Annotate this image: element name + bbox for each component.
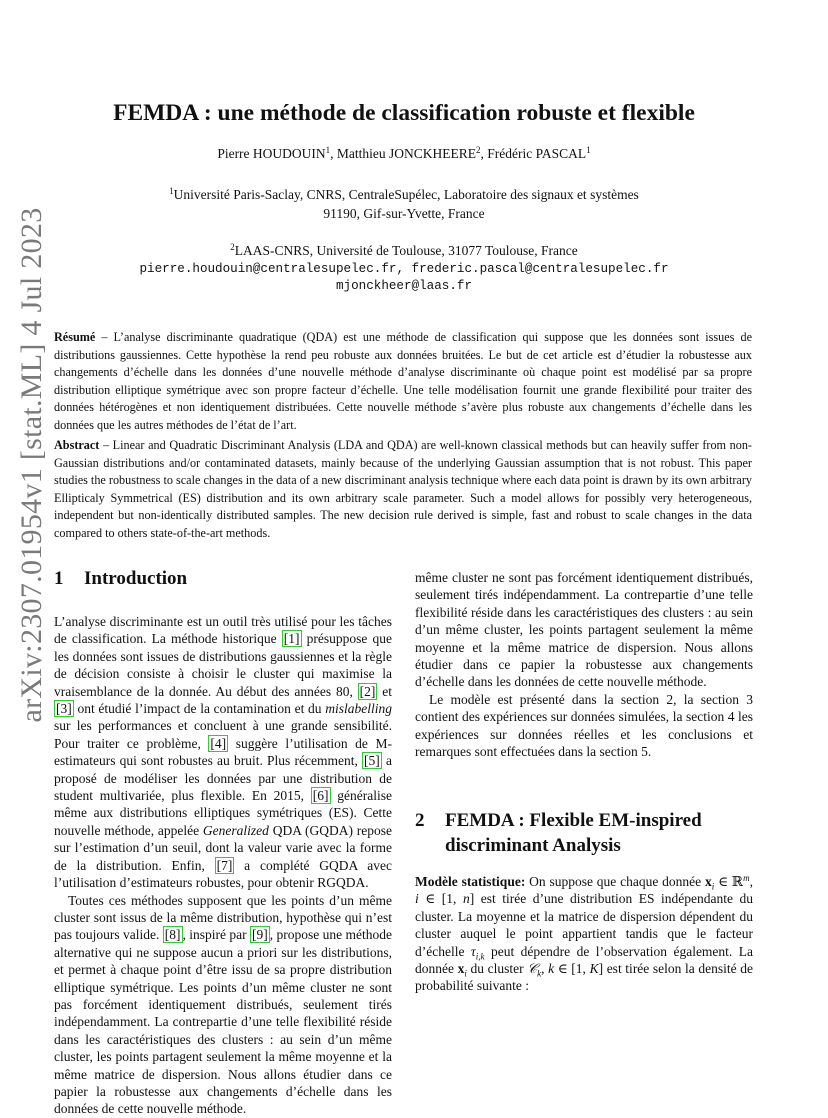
text-run: a proposé de modéliser les données par une distribution de student multivariée, plus flexible. En 2015, (54, 753, 392, 804)
arxiv-side-stamp (2, 207, 62, 723)
text-run: sur les performances et concluent à une grande sensibilité. Pour traiter ce problème, (54, 718, 392, 751)
text-run: a complété GQDA avec l’utilisation d’estimateurs robustes, pour obtenir RGQDA. (54, 857, 392, 891)
citation-link[interactable]: [8] (164, 927, 181, 943)
math-symbol: x (457, 961, 465, 977)
affiliation-1 (0, 185, 808, 223)
abstract-block (54, 437, 752, 543)
section-heading-femda (415, 808, 755, 858)
emphasis: Generalized (202, 822, 269, 838)
email-line[interactable]: pierre.houdouin@centralesupelec.fr, frederic.pascal@centralesupelec.fr (139, 262, 669, 276)
affil-mark: 2 (230, 242, 235, 252)
affil-mark: 1 (169, 186, 174, 196)
section-number: 1 (54, 568, 64, 589)
text-run: généralise même aux distributions elliptiques symétriques (ES). Cette nouvelle méthode, appelée (54, 788, 392, 838)
text-run: et (377, 683, 392, 699)
author-list: Pierre HOUDOUIN$^1$, Matthieu JONCKHEERE$^2$, Frédéric PASCAL$^1$ (217, 145, 591, 161)
affiliation-2 (0, 241, 808, 260)
math-symbol: K (589, 961, 599, 977)
text-run: , propose une méthode alternative qui ne suppose aucun a priori sur les distributions, et permet à chaque point d’être issu de sa propre distribution elliptique symétrique. Les points d’un même cluster ne sont pas forcément identiquement distribués, seulement tirés indépendamment. La contrepartie d’une telle flexibilité réside dans les caractéristiques des clusters : au sein d’un même cluster, les points partagent seulement la même moyenne et la même matrice de dispersion. Nous allons étudier dans ce papier la robustesse aux changements d’échelle dans les données de cette nouvelle méthode. (54, 927, 393, 1117)
citation-link[interactable]: [2] (359, 683, 376, 699)
abstract-text: – Linear and Quadratic Discriminant Analysis (LDA and QDA) are well-known classical methods but can heavily suffer from non-Gaussian distributions and/or contaminated datasets, mainly because of the underlying Gaussian assumption that is not robust. This paper studies the robustness to scale changes in the data of a new discriminant analysis technique where each data point is drawn by its own arbitrary Ellipticaly Symmetrical (ES) distribution and its own arbitrary scale parameter. Such a model allows for possibly very heterogeneous, independent but non-identically distributed samples. The new decision rule derived is simple, fast and robust to scale changes in the data compared to others state-of-the-art methods. (54, 438, 752, 540)
section-title: discriminant Analysis (445, 835, 621, 856)
affil-line: 91190, Gif-sur-Yvette, France (323, 206, 485, 221)
text-run: Toutes ces méthodes supposent que les points d’un même cluster sont issus de la même distribution, hypothèse qui n’est pas toujours valide. (54, 892, 392, 943)
math-symbol: k (548, 961, 555, 977)
text-run: ∈ ℝ (714, 874, 744, 889)
text-run: , (749, 874, 753, 889)
text-run: même cluster ne sont pas forcément identiquement distribués, seulement tirés indépendamment. La contrepartie d’une telle flexibilité réside dans les caractéristiques des clusters : au sein d’un même cluster, les points partagent seulement la même moyenne et la même matrice de dispersion. Nous allons étudier dans ce papier la robustesse aux changements d’échelle dans les données de cette nouvelle méthode. (415, 570, 753, 690)
paragraph (54, 613, 392, 892)
paragraph (54, 892, 393, 1117)
affil-line: Université Paris-Saclay, CNRS, CentraleSupélec, Laboratoire des signaux et systèmes (173, 187, 639, 202)
section-title: Introduction (84, 568, 188, 589)
text-run: du cluster (466, 961, 528, 977)
math-symbol: i (464, 968, 467, 979)
resume-text: – L’analyse discriminante quadratique (QDA) est une méthode de classification qui suppose que les données sont issues de distributions gaussiennes. Cette hypothèse la rend peu robuste aux données bruitées. Le but de cet article est d’étudier la robustesse aux changements d’échelle dans les données d’une nouvelle méthode d’analyse discriminante où chaque point est modélisé par sa propre distribution elliptique symétrique avec son propre facteur d’échelle. Une telle modélisation fournit une grande flexibilité pour traiter des données hétérogènes et non identiquement distribuées. Cette nouvelle méthode s’avère plus robuste aux changements d’échelle dans les données que les autres méthodes de l’état de l’art. (54, 330, 752, 432)
paper-title: FEMDA : une méthode de classification robuste et flexible (113, 100, 695, 126)
text-run: présuppose que les données sont issues de distributions gaussiennes et la règle de décision consiste à choisir le cluster qui maximise la vraisemblance de la donnée. Au début des années 80, (54, 631, 393, 699)
author-name: Pierre HOUDOUIN (217, 146, 326, 161)
citation-link[interactable]: [5] (364, 753, 380, 769)
text-run: , (541, 961, 549, 977)
paragraph (415, 569, 753, 691)
emphasis: mislabelling (325, 701, 392, 717)
section-number: 2 (415, 810, 425, 831)
citation-link[interactable]: [3] (56, 701, 72, 717)
text-run: ∈ [1, (418, 891, 463, 907)
math-symbol: k (537, 968, 542, 979)
citation-link[interactable]: [9] (252, 927, 268, 943)
text-run: ] est tirée selon la densité de probabilité suivante : (415, 961, 753, 994)
text-run: ont étudié l’impact de la contamination et du (73, 701, 326, 717)
paragraph (415, 873, 753, 995)
author-emails (0, 261, 808, 295)
resume-block (54, 329, 752, 435)
math-symbol: i (415, 891, 419, 907)
text-run: ∈ [1, (554, 961, 590, 977)
column-left (54, 613, 393, 1117)
abstract-label: Abstract (54, 438, 100, 452)
section-heading-introduction (54, 566, 394, 591)
math-symbol: m (743, 873, 750, 883)
paragraph: Le modèle est présenté dans la section 2, la section 3 contient des expériences sur données simulées, la section 4 les expériences sur données réelles et les conclusions et remarques sont effectuées dans la section 5. (415, 691, 753, 760)
model-paragraph (415, 873, 753, 995)
text-run: On suppose que chaque donnée (525, 874, 705, 889)
affil-line: LAAS-CNRS, Université de Toulouse, 31077 Toulouse, France (234, 243, 578, 258)
column-right (415, 569, 753, 760)
author-name: Matthieu JONCKHEERE (336, 146, 477, 161)
run-in-heading: Modèle statistique: (415, 874, 526, 889)
text-run: QDA (GQDA) repose sur l’estimation d’un seuil, dont la valeur varie avec la forme de la distribution. Enfin, (54, 822, 392, 873)
citation-link[interactable]: [6] (312, 788, 329, 804)
author-affil-mark: 2 (476, 145, 481, 155)
resume-label: Résumé (54, 330, 96, 344)
section-title: FEMDA : Flexible EM-inspired (445, 810, 702, 831)
math-symbol: 𝒞 (527, 961, 538, 977)
text-run: , inspiré par (182, 927, 251, 943)
citation-link[interactable]: [1] (283, 631, 300, 647)
math-symbol: n (462, 891, 470, 907)
text-run: peut dépendre de l’observation également. La donnée (415, 943, 753, 977)
math-symbol: i,k (475, 951, 485, 962)
math-symbol: x (704, 874, 712, 889)
text-run: ] est tirée d’une distribution ES indépendante du cluster. La moyenne et la matrice de dispersion dépendent du cluster auquel le point appartient tandis que le facteur d’échelle (415, 891, 753, 959)
citation-link[interactable]: [4] (210, 735, 227, 751)
email-line[interactable]: mjonckheer@laas.fr (335, 279, 473, 293)
arxiv-identifier: arXiv:2307.01954v1 [stat.ML] 4 Jul 2023 (15, 207, 48, 723)
author-affil-mark: 1 (586, 145, 591, 155)
text-run: suggère l’utilisation de M-estimateurs qui sont robustes au bruit. Plus récemment, (54, 735, 392, 769)
author-affil-mark: 1 (325, 145, 331, 155)
text-run: L’analyse discriminante est un outil très utilisé pour les tâches de classification. La méthode historique (54, 614, 392, 647)
author-name: Frédéric PASCAL (487, 146, 587, 161)
citation-link[interactable]: [7] (216, 857, 233, 873)
math-symbol: τ (470, 943, 476, 959)
math-symbol: i (711, 881, 715, 892)
